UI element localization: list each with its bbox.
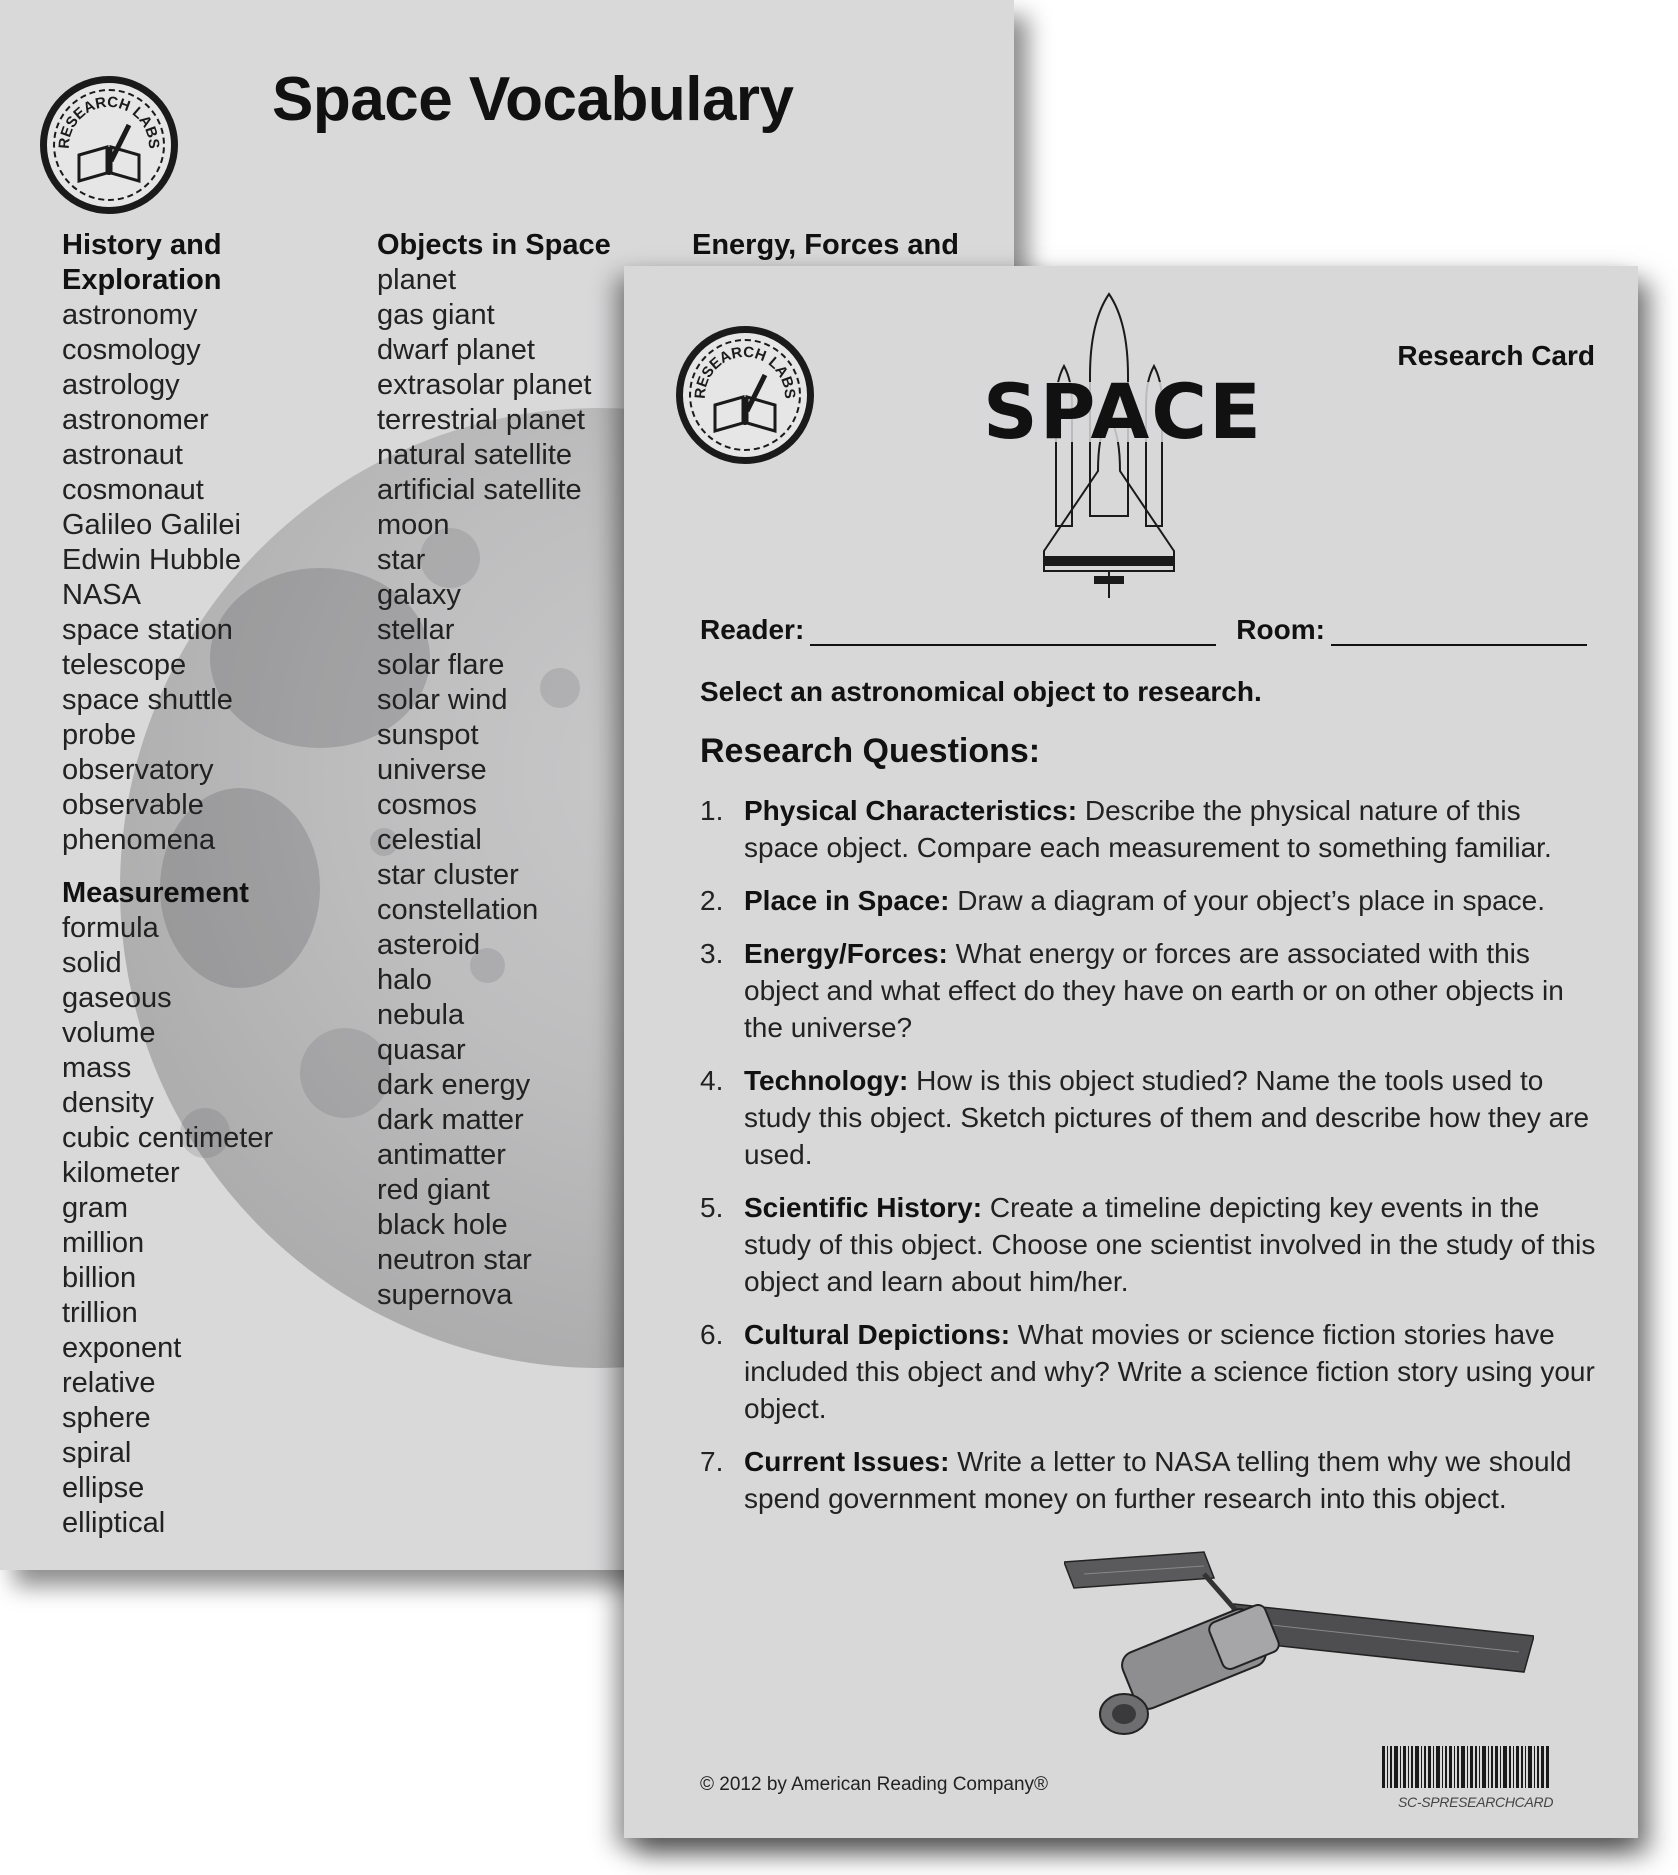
research-questions-list xyxy=(700,792,1600,1533)
svg-text:RESEARCH LABS: RESEARCH LABS xyxy=(55,93,163,150)
vocab-word: observatory xyxy=(62,754,214,786)
vocab-word: dark energy xyxy=(377,1069,531,1101)
question-title: Physical Characteristics: xyxy=(744,795,1078,826)
question-number: 4. xyxy=(700,1065,724,1096)
vocab-word: formula xyxy=(62,912,159,944)
svg-text:SPACE: SPACE xyxy=(983,372,1263,452)
question-item xyxy=(700,792,1600,866)
reader-room-row xyxy=(700,614,1600,646)
vocab-word: kilometer xyxy=(62,1157,180,1189)
vocab-word: million xyxy=(62,1227,145,1259)
question-text: Describe the physical nature of this space object. Compare each measurement to something familiar. xyxy=(744,795,1552,863)
vocab-word: constellation xyxy=(377,894,539,926)
question-title: Technology: xyxy=(744,1065,909,1096)
barcode-text: SC-SPRESEARCHCARD xyxy=(1398,1794,1554,1810)
instruction-text: Select an astronomical object to research. xyxy=(700,676,1262,707)
vocab-word: halo xyxy=(377,964,432,996)
question-number: 3. xyxy=(700,938,724,969)
question-number: 1. xyxy=(700,795,724,826)
vocab-word: red giant xyxy=(377,1174,490,1206)
vocab-word: solid xyxy=(62,947,122,979)
vocab-word: asteroid xyxy=(377,929,481,961)
vocab-word: cosmos xyxy=(377,789,477,821)
vocab-word: Galileo Galilei xyxy=(62,509,241,541)
question-title: Current Issues: xyxy=(744,1446,950,1477)
vocab-word: antimatter xyxy=(377,1139,506,1171)
vocab-word: phenomena xyxy=(62,824,216,856)
vocab-word: telescope xyxy=(62,649,187,681)
book-pencil-icon xyxy=(49,85,169,205)
barcode-icon xyxy=(1382,1746,1550,1788)
column-heading: Measurement xyxy=(62,877,249,909)
vocab-word: astrology xyxy=(62,369,180,401)
vocab-word: black hole xyxy=(377,1209,508,1241)
question-title: Energy/Forces: xyxy=(744,938,948,969)
vocab-word: volume xyxy=(62,1017,156,1049)
research-card-label: Research Card xyxy=(1397,340,1595,371)
question-item xyxy=(700,935,1600,1046)
vocab-word: moon xyxy=(377,509,450,541)
vocab-word: gas giant xyxy=(377,299,495,331)
question-item xyxy=(700,1189,1600,1300)
question-text: How is this object studied? Name the tools used to study this object. Sketch pictures of them and describe how they are used. xyxy=(744,1065,1590,1170)
vocab-word: density xyxy=(62,1087,154,1119)
vocab-word: astronaut xyxy=(62,439,183,471)
research-labs-logo xyxy=(676,326,814,464)
vocab-word: star xyxy=(377,544,426,576)
research-labs-logo xyxy=(40,76,178,214)
vocab-word: dwarf planet xyxy=(377,334,535,366)
vocab-word: sunspot xyxy=(377,719,479,751)
vocab-word: trillion xyxy=(62,1297,138,1329)
vocab-word: astronomer xyxy=(62,404,209,436)
vocab-word: dark matter xyxy=(377,1104,524,1136)
vocab-word: galaxy xyxy=(377,579,461,611)
vocab-word: star cluster xyxy=(377,859,519,891)
vocab-word: terrestrial planet xyxy=(377,404,585,436)
column-heading: Exploration xyxy=(62,264,222,296)
vocab-word: Edwin Hubble xyxy=(62,544,241,576)
vocab-word: artificial satellite xyxy=(377,474,582,506)
question-text: What energy or forces are associated with this object and what effect do they have on earth or on other objects in the universe? xyxy=(744,938,1564,1043)
question-text: Write a letter to NASA telling them why we should spend government money on further research into this object. xyxy=(744,1446,1572,1514)
question-item xyxy=(700,1316,1600,1427)
reader-label: Reader: xyxy=(700,614,805,645)
question-text: Create a timeline depicting key events in the study of this object. Choose one scientist involved in the study of this object and learn about him/her. xyxy=(744,1192,1596,1297)
question-item xyxy=(700,1443,1600,1517)
vocab-word: NASA xyxy=(62,579,141,611)
vocab-word: stellar xyxy=(377,614,455,646)
vocab-word: sphere xyxy=(62,1402,151,1434)
vocab-word: exponent xyxy=(62,1332,182,1364)
vocab-word: planet xyxy=(377,264,457,296)
research-card xyxy=(624,266,1638,1838)
vocab-word: astronomy xyxy=(62,299,198,331)
question-title: Cultural Depictions: xyxy=(744,1319,1011,1350)
vocab-word: neutron star xyxy=(377,1244,532,1276)
column-heading: Objects in Space xyxy=(377,229,611,261)
copyright-text: © 2012 by American Reading Company® xyxy=(700,1774,1049,1795)
column-heading: Energy, Forces and xyxy=(692,229,959,261)
vocab-word: space station xyxy=(62,614,233,646)
vocab-word: observable xyxy=(62,789,204,821)
vocab-column-history xyxy=(62,228,342,1541)
vocab-word: natural satellite xyxy=(377,439,573,471)
vocab-word: celestial xyxy=(377,824,482,856)
question-text: What movies or science fiction stories have included this object and why? Write a science fiction story using your object. xyxy=(744,1319,1595,1424)
vocab-word: nebula xyxy=(377,999,465,1031)
question-number: 2. xyxy=(700,885,724,916)
question-number: 7. xyxy=(700,1446,724,1477)
vocab-column-energy xyxy=(692,228,1012,263)
reader-field[interactable] xyxy=(810,616,1216,646)
room-field[interactable] xyxy=(1331,616,1587,646)
vocabulary-title: Space Vocabulary xyxy=(272,65,794,134)
question-number: 6. xyxy=(700,1319,724,1350)
space-station-icon xyxy=(1064,1544,1534,1744)
vocab-word: elliptical xyxy=(62,1507,166,1539)
vocab-word: quasar xyxy=(377,1034,466,1066)
vocab-word: space shuttle xyxy=(62,684,233,716)
space-title xyxy=(978,372,1268,452)
vocab-word: cosmology xyxy=(62,334,201,366)
column-heading: History and xyxy=(62,229,222,261)
question-title: Place in Space: xyxy=(744,885,950,916)
question-title: Scientific History: xyxy=(744,1192,983,1223)
vocab-word: probe xyxy=(62,719,137,751)
question-text: Draw a diagram of your object’s place in space. xyxy=(949,885,1545,916)
question-item xyxy=(700,1062,1600,1173)
vocab-word: spiral xyxy=(62,1437,132,1469)
vocab-word: solar wind xyxy=(377,684,508,716)
vocab-word: gram xyxy=(62,1192,129,1224)
vocab-word: supernova xyxy=(377,1279,513,1311)
vocab-word: universe xyxy=(377,754,487,786)
research-questions-heading: Research Questions: xyxy=(700,732,1041,770)
svg-text:RESEARCH LABS: RESEARCH LABS xyxy=(691,343,799,400)
vocab-word: ellipse xyxy=(62,1472,145,1504)
room-label: Room: xyxy=(1236,614,1325,645)
question-number: 5. xyxy=(700,1192,724,1223)
book-pencil-icon xyxy=(685,335,805,455)
question-item xyxy=(700,882,1600,919)
vocab-word: mass xyxy=(62,1052,132,1084)
vocab-word: billion xyxy=(62,1262,137,1294)
vocab-word: solar flare xyxy=(377,649,505,681)
vocab-word: relative xyxy=(62,1367,156,1399)
vocab-word: gaseous xyxy=(62,982,172,1014)
vocab-word: cubic centimeter xyxy=(62,1122,274,1154)
vocab-word: extrasolar planet xyxy=(377,369,592,401)
vocab-word: cosmonaut xyxy=(62,474,204,506)
